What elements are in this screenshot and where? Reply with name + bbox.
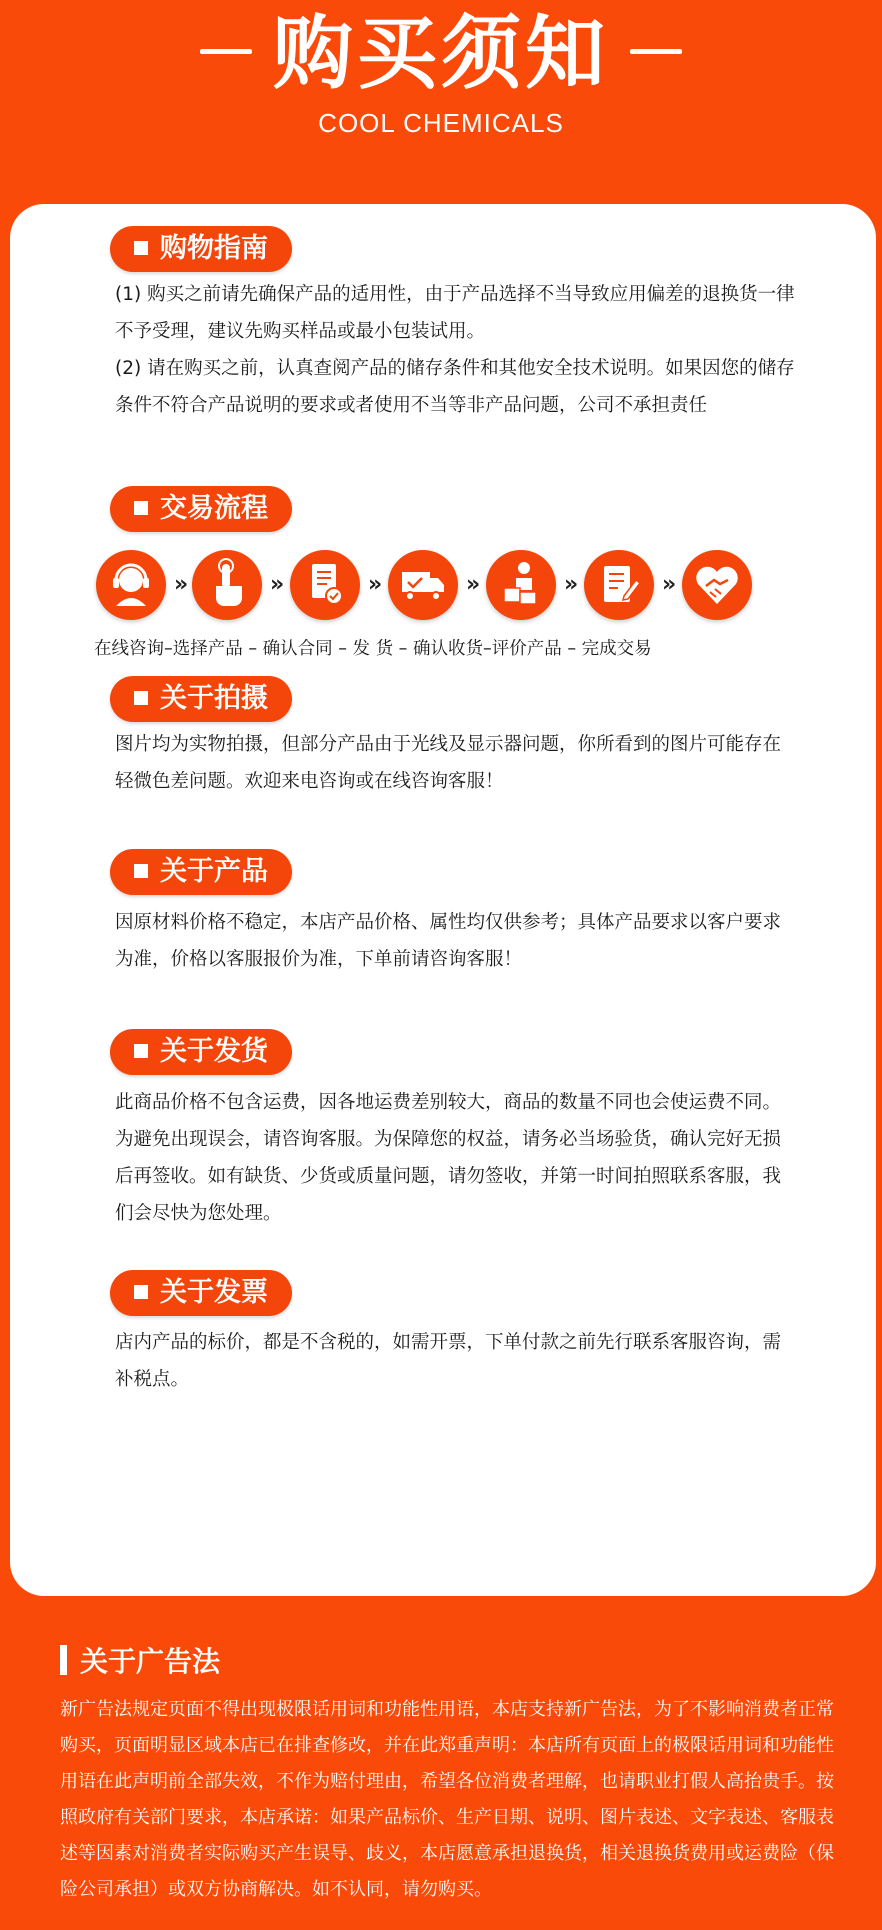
paragraph: 图片均为实物拍摄，但部分产品由于光线及显示器问题，你所看到的图片可能存在轻微色差问题。欢迎来电咨询或在线咨询客服！ (115, 734, 782, 792)
section-heading-shipping (110, 1029, 292, 1075)
handshake-heart-icon (682, 550, 752, 620)
section-heading-label: 交易流程 (160, 493, 268, 524)
section-heading-label: 关于发货 (160, 1036, 268, 1067)
section-heading-label: 关于发票 (160, 1277, 268, 1308)
square-bullet-icon (134, 691, 148, 705)
review-form-icon (584, 550, 654, 620)
step-label: 在线咨询–选择产品 – 确认合同 – 发 货 – 确认收货–评价产品 – 完成交易 (94, 639, 652, 659)
contract-icon (290, 550, 360, 620)
section-heading-trade-process (110, 486, 292, 532)
section-heading-label: 购物指南 (160, 233, 268, 264)
square-bullet-icon (134, 1044, 148, 1058)
paragraph: 因原材料价格不稳定，本店产品价格、属性均仅供参考；具体产品要求以客户要求为准，价格以客服报价为准，下单前请咨询客服！ (115, 912, 782, 970)
notice-card (10, 204, 876, 1596)
delivery-truck-icon (388, 550, 458, 620)
ad-law-text: 新广告法规定页面不得出现极限话用词和功能性用语，本店支持新广告法，为了不影响消费者正常购买，页面明显区域本店已在排查修改，并在此郑重声明：本店所有页面上的极限话用词和功能性用语在此声明前全部失效，不作为赔付理由，希望各位消费者理解，也请职业打假人高抬贵手。按照政府有关部门要求，本店承诺：如果产品标价、生产日期、说明、图片表述、文字表述、客服表述等因素对消费者实际购买产生误导、歧义，本店愿意承担退换货，相关退换货费用或运费险（保险公司承担）或双方协商解决。如不认同，请勿购买。 (60, 1699, 834, 1900)
paragraph: 此商品价格不包含运费，因各地运费差别较大，商品的数量不同也会使运费不同。为避免出现误会，请咨询客服。为保障您的权益，请务必当场验货，确认完好无损后再签收。如有缺货、少货或质量问题，请勿签收，并第一时间拍照联系客服，我们会尽快为您处理。 (115, 1092, 782, 1224)
page-subtitle: COOL CHEMICALS (318, 108, 564, 138)
process-steps (94, 550, 794, 660)
section-heading-product (110, 849, 292, 895)
section-heading-label: 关于拍摄 (160, 683, 268, 714)
square-bullet-icon (134, 501, 148, 515)
square-bullet-icon (134, 1285, 148, 1299)
paragraph: (1) 购买之前请先确保产品的适用性，由于产品选择不当导致应用偏差的退换货一律不予受理，建议先购买样品或最小包装试用。 (115, 284, 795, 342)
step-arrow-icon: » (270, 572, 285, 597)
ad-law-heading: 关于广告法 (80, 1645, 221, 1678)
step-arrow-icon: » (174, 572, 189, 597)
header (0, 0, 882, 200)
section-heading-shopping-guide (110, 226, 292, 272)
paragraph: 店内产品的标价，都是不含税的，如需开票，下单付款之前先行联系客服咨询，需补税点。 (115, 1332, 782, 1390)
title-row (0, 4, 882, 104)
headset-icon (96, 550, 166, 620)
step-arrow-icon: » (368, 572, 383, 597)
title-dash-right (630, 49, 682, 54)
section-heading-invoice (110, 1270, 292, 1316)
ad-law-bar (60, 1645, 67, 1675)
section-heading-photography (110, 676, 292, 722)
step-arrow-icon: » (662, 572, 677, 597)
step-arrow-icon: » (564, 572, 579, 597)
receive-package-icon (486, 550, 556, 620)
hand-pointer-icon (192, 550, 262, 620)
square-bullet-icon (134, 241, 148, 255)
section-heading-label: 关于产品 (160, 856, 268, 887)
step-arrow-icon: » (466, 572, 481, 597)
paragraph: (2) 请在购买之前，认真查阅产品的储存条件和其他安全技术说明。如果因您的储存条件不符合产品说明的要求或者使用不当等非产品问题，公司不承担责任 (115, 358, 795, 416)
square-bullet-icon (134, 864, 148, 878)
page-title: 购买须知 (273, 7, 609, 100)
